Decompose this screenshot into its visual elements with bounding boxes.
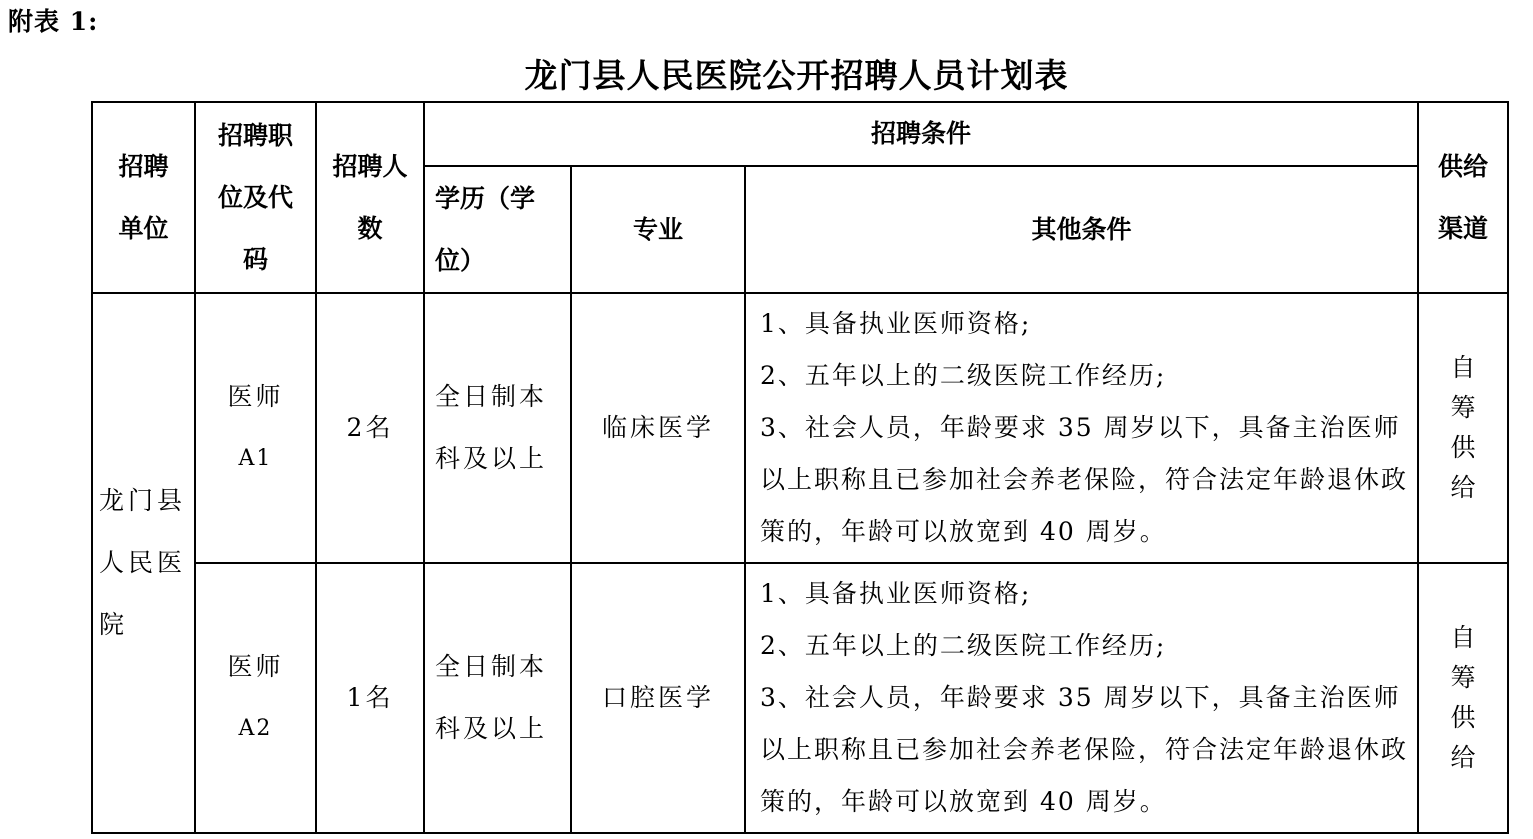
- position-label: 医师: [227, 382, 284, 411]
- recruitment-plan-table: [91, 101, 1509, 834]
- header-education: 学历（学位）: [424, 166, 571, 293]
- header-supply: 供给渠道: [1418, 102, 1508, 293]
- count-cell: 1名: [316, 563, 424, 833]
- table-row: [92, 293, 1508, 563]
- education-cell: 全日制本科及以上: [424, 563, 571, 833]
- position-label: 医师: [227, 652, 284, 681]
- other-conditions-cell: [745, 563, 1418, 833]
- condition-line: 3、社会人员，年龄要求 35 周岁以下，具备主治医师以上职称且已参加社会养老保险，符合法定年龄退休政策的，年龄可以放宽到 40 周岁。: [760, 413, 1409, 546]
- appendix-label: 附表 1:: [8, 7, 99, 36]
- page-title: 龙门县人民医院公开招聘人员计划表: [524, 56, 1069, 95]
- position-code-cell: [195, 563, 316, 833]
- header-count: 招聘人数: [316, 102, 424, 293]
- condition-line: 2、五年以上的二级医院工作经历;: [760, 631, 1167, 660]
- header-major: 专业: [571, 166, 745, 293]
- header-position-code: 招聘职位及代码: [195, 102, 316, 293]
- supply-cell: 自筹供给: [1418, 293, 1508, 563]
- position-code-cell: [195, 293, 316, 563]
- major-cell: 临床医学: [571, 293, 745, 563]
- table-row: [92, 563, 1508, 833]
- count-cell: 2名: [316, 293, 424, 563]
- position-code: A2: [238, 716, 273, 741]
- condition-line: 3、社会人员，年龄要求 35 周岁以下，具备主治医师以上职称且已参加社会养老保险，符合法定年龄退休政策的，年龄可以放宽到 40 周岁。: [760, 683, 1409, 816]
- header-unit: 招聘单位: [92, 102, 195, 293]
- major-cell: 口腔医学: [571, 563, 745, 833]
- condition-line: 1、具备执业医师资格;: [760, 309, 1032, 338]
- condition-line: 2、五年以上的二级医院工作经历;: [760, 361, 1167, 390]
- position-code: A1: [238, 446, 273, 471]
- other-conditions-cell: [745, 293, 1418, 563]
- supply-cell: 自筹供给: [1418, 563, 1508, 833]
- header-row-1: [92, 102, 1508, 166]
- header-other: 其他条件: [745, 166, 1418, 293]
- unit-cell: 龙门县人民医院: [92, 293, 195, 833]
- header-conditions: 招聘条件: [424, 102, 1418, 166]
- education-cell: 全日制本科及以上: [424, 293, 571, 563]
- condition-line: 1、具备执业医师资格;: [760, 579, 1032, 608]
